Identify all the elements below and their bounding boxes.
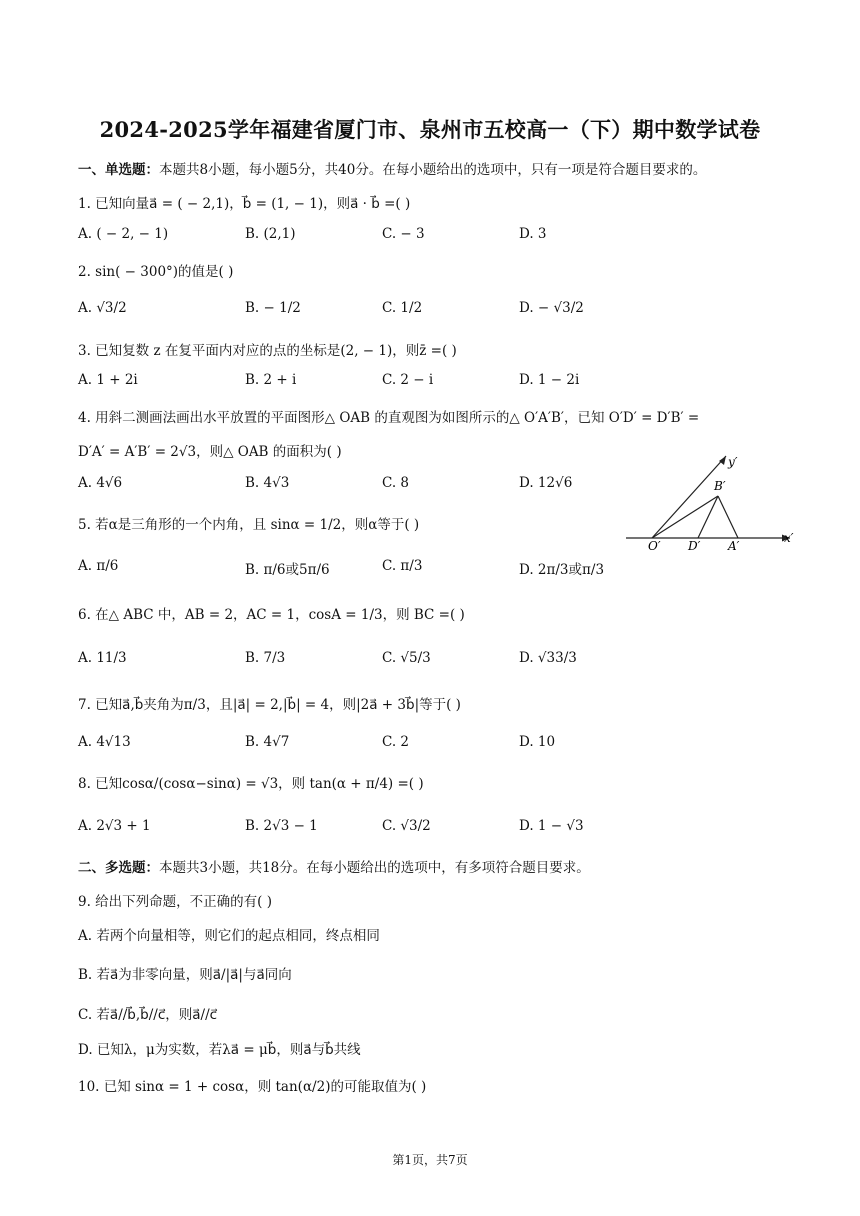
option-a: A. 4√13 <box>78 734 131 750</box>
option-d: D. − √3/2 <box>519 300 584 316</box>
option-a: A. ( − 2, − 1) <box>78 226 169 242</box>
question-4: 4. 用斜二测画法画出水平放置的平面图形△ OAB 的直观图为如图所示的△ O′A′B′，已知 O′D′ = D′B′ = <box>78 410 700 426</box>
option-c: C. √3/2 <box>382 818 431 834</box>
question-9-option-d: D. 已知λ，μ为实数，若λa⃗ = μb⃗，则a⃗与b⃗共线 <box>78 1042 361 1058</box>
question-9: 9. 给出下列命题，不正确的有( ) <box>78 894 272 910</box>
question-10: 10. 已知 sinα = 1 + cosα，则 tan(α/2)的可能取值为( ) <box>78 1079 427 1095</box>
option-b: B. 2√3 − 1 <box>245 818 318 834</box>
option-a: A. π/6 <box>78 558 119 574</box>
option-d: D. 3 <box>519 226 547 242</box>
label-x: x′ <box>784 531 794 545</box>
option-d: D. 12√6 <box>519 475 573 491</box>
option-d: D. 2π/3或π/3 <box>519 562 605 578</box>
option-c: C. π/3 <box>382 558 423 574</box>
section-1-heading: 一、单选题： <box>78 162 159 178</box>
option-a: A. 11/3 <box>78 650 127 666</box>
option-b: B. 7/3 <box>245 650 286 666</box>
y-axis-line <box>652 456 726 538</box>
edge-b-a <box>718 496 738 538</box>
option-b: B. − 1/2 <box>245 300 301 316</box>
label-o: O′ <box>648 539 661 552</box>
option-d: D. 10 <box>519 734 556 750</box>
question-9-option-c: C. 若a⃗//b⃗,b⃗//c⃗，则a⃗//c⃗ <box>78 1007 218 1023</box>
option-d: D. 1 − √3 <box>519 818 584 834</box>
y-axis-arrow <box>719 456 726 465</box>
label-a: A′ <box>728 539 740 552</box>
option-c: C. 8 <box>382 475 410 491</box>
section-2-header <box>78 856 590 876</box>
option-c: C. 2 <box>382 734 410 750</box>
option-c: C. − 3 <box>382 226 425 242</box>
question-5: 5. 若α是三角形的一个内角，且 sinα = 1/2，则α等于( ) <box>78 517 420 533</box>
section-1-text: 本题共8小题，每小题5分，共40分。在每小题给出的选项中，只有一项是符合题目要求的。 <box>159 162 707 178</box>
option-a: A. 1 + 2i <box>78 372 138 388</box>
question-6: 6. 在△ ABC 中，AB = 2，AC = 1，cosA = 1/3，则 BC =( ) <box>78 607 465 623</box>
label-b: B′ <box>714 479 726 493</box>
option-b: B. 2 + i <box>245 372 297 388</box>
question-3: 3. 已知复数 z 在复平面内对应的点的坐标是(2, − 1)，则z̄ =( ) <box>78 343 457 359</box>
option-c: C. 2 − i <box>382 372 434 388</box>
option-a: A. 4√6 <box>78 475 123 491</box>
question-2: 2. sin( − 300°)的值是( ) <box>78 264 234 280</box>
page-footer: 第1页，共7页 <box>392 1153 468 1167</box>
question-7: 7. 已知a⃗,b⃗夹角为π/3，且|a⃗| = 2,|b⃗| = 4，则|2a⃗ + 3b⃗|等于( ) <box>78 697 461 713</box>
page-title: 2024-2025学年福建省厦门市、泉州市五校高一（下）期中数学试卷 <box>99 117 761 142</box>
question-9-option-a: A. 若两个向量相等，则它们的起点相同，终点相同 <box>78 928 380 944</box>
question-1: 1. 已知向量a⃗ = ( − 2,1)，b⃗ = (1, − 1)，则a⃗ · b⃗ =( ) <box>78 196 411 212</box>
option-c: C. 1/2 <box>382 300 423 316</box>
option-b: B. 4√7 <box>245 734 290 750</box>
question-9-option-b: B. 若a⃗为非零向量，则a⃗/|a⃗|与a⃗同向 <box>78 967 292 983</box>
option-c: C. √5/3 <box>382 650 431 666</box>
section-2-heading: 二、多选题： <box>78 860 159 876</box>
label-d: D′ <box>688 539 701 552</box>
question-8: 8. 已知cosα/(cosα−sinα) = √3，则 tan(α + π/4) =( ) <box>78 776 424 792</box>
option-d: D. √33/3 <box>519 650 577 666</box>
oblique-projection-figure <box>622 452 802 552</box>
option-b: B. 4√3 <box>245 475 290 491</box>
question-4-cont: D′A′ = A′B′ = 2√3，则△ OAB 的面积为( ) <box>78 444 342 460</box>
label-y: y′ <box>728 455 738 469</box>
option-a: A. 2√3 + 1 <box>78 818 151 834</box>
option-d: D. 1 − 2i <box>519 372 580 388</box>
section-1-header <box>78 158 706 178</box>
option-b: B. (2,1) <box>245 226 296 242</box>
option-b: B. π/6或5π/6 <box>245 562 330 578</box>
option-a: A. √3/2 <box>78 300 127 316</box>
section-2-text: 本题共3小题，共18分。在每小题给出的选项中，有多项符合题目要求。 <box>159 860 590 876</box>
